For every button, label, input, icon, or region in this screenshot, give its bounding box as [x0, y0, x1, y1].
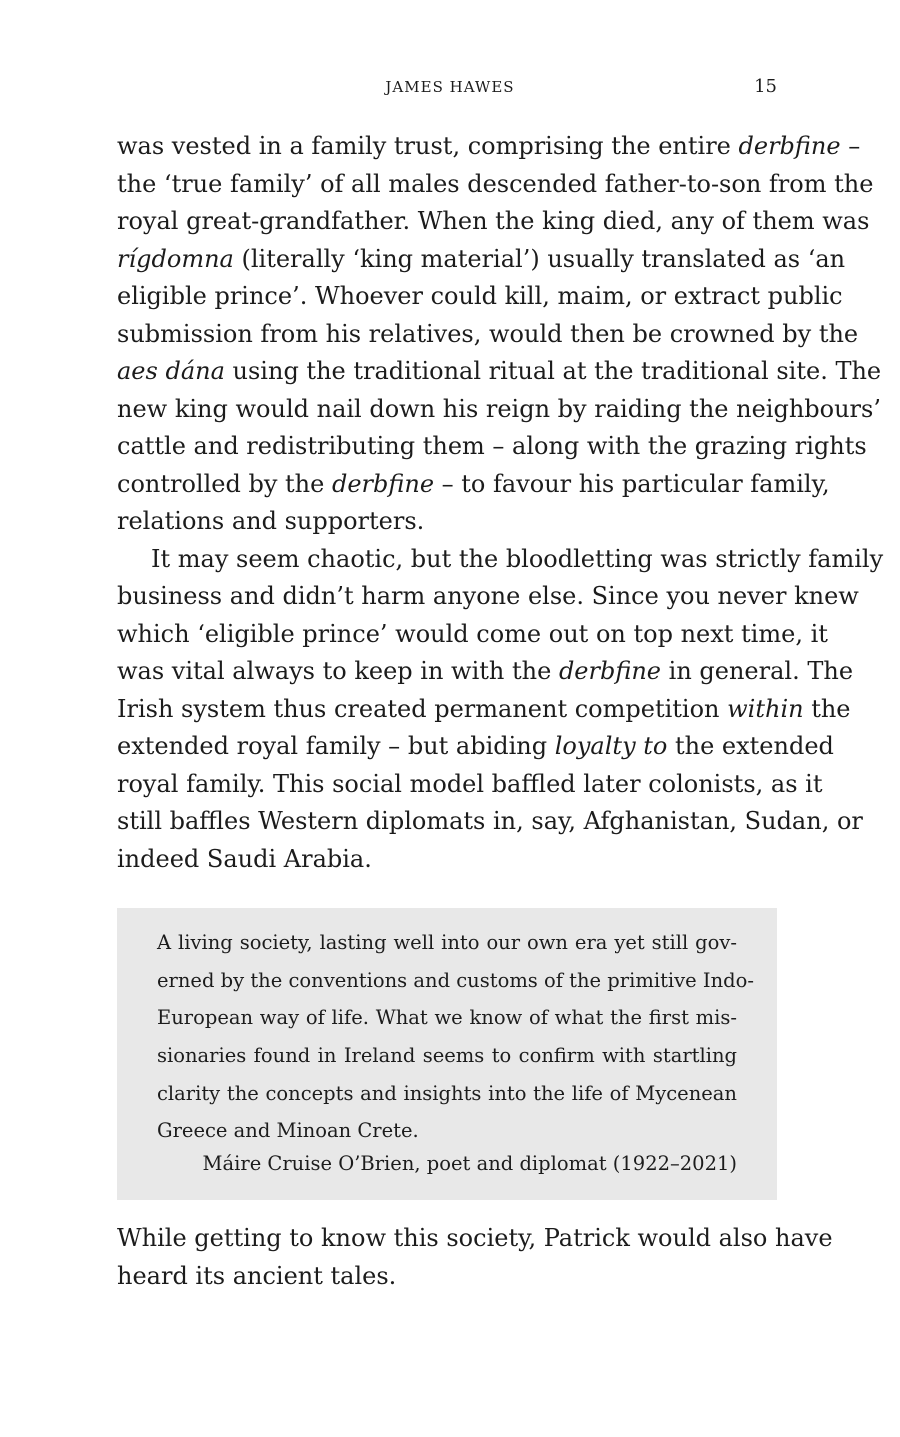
- text-run: relations and supporters.: [117, 507, 425, 535]
- text-run: which ‘eligible prince’ would come out on top next time, it: [117, 619, 828, 648]
- text-run: was vested in a family trust, comprising the entire: [117, 132, 739, 160]
- text-run: –: [840, 132, 861, 160]
- text-run: Irish system thus created permanent competition: [117, 694, 728, 723]
- text-line: [117, 466, 830, 504]
- quote-attribution: Máire Cruise O’Brien, poet and diplomat (1922–2021): [202, 1152, 737, 1175]
- quote-line: sionaries found in Ireland seems to confirm with startling: [157, 1044, 737, 1068]
- running-head: [0, 76, 900, 100]
- text-run: new king would nail down his reign by raiding the neighbours’: [117, 394, 881, 423]
- text-line: [117, 428, 867, 466]
- text-line: [117, 841, 777, 879]
- italic-term: derbfine: [558, 657, 662, 685]
- text-line: [117, 616, 828, 654]
- text-line: [117, 316, 859, 354]
- text-line: [117, 728, 834, 766]
- closing-paragraph: [117, 1220, 833, 1295]
- italic-term: aes dána: [117, 357, 225, 385]
- text-run: extended royal family – but abiding: [117, 732, 555, 760]
- italic-term: derbfine: [331, 469, 435, 498]
- text-run: – to favour his particular family,: [434, 469, 830, 498]
- text-line: [117, 391, 881, 429]
- text-line: [117, 353, 882, 391]
- text-line: [117, 653, 854, 691]
- text-run: royal family. This social model baffled later colonists, as it: [117, 769, 823, 798]
- text-line: [117, 241, 846, 279]
- block-quote: [117, 908, 777, 1200]
- quote-line: erned by the conventions and customs of the primitive Indo-: [157, 968, 754, 992]
- text-run: using the traditional ritual at the traditional site. The: [224, 357, 882, 385]
- text-run: the ‘true family’ of all males descended father-to-son from the: [117, 169, 874, 198]
- quote-text: [157, 924, 754, 1150]
- page-number: 15: [754, 76, 777, 97]
- italic-term: rígdomna: [117, 244, 234, 273]
- text-run: business and didn’t harm anyone else. Since you never knew: [117, 582, 859, 610]
- italic-term: within: [727, 694, 804, 723]
- text-line: While getting to know this society, Patrick would also have: [117, 1224, 833, 1252]
- text-run: cattle and redistributing them – along with the grazing rights: [117, 432, 867, 460]
- text-run: was vital always to keep in with the: [117, 657, 559, 685]
- text-run: indeed Saudi Arabia.: [117, 844, 372, 873]
- text-run: the extended: [667, 732, 834, 760]
- running-head-author: JAMES HAWES: [385, 78, 515, 96]
- text-line: [117, 203, 870, 241]
- italic-term: derbfine: [738, 132, 841, 160]
- italic-term: loyalty to: [554, 732, 668, 760]
- text-run: in general. The: [661, 657, 854, 685]
- quote-line: Greece and Minoan Crete.: [157, 1119, 419, 1143]
- text-run: submission from his relatives, would then be crowned by the: [117, 319, 859, 348]
- quote-line: A living society, lasting well into our own era yet still gov-: [157, 931, 737, 954]
- text-line: [117, 503, 777, 541]
- text-run: (literally ‘king material’) usually translated as ‘an: [233, 244, 846, 273]
- text-run: still baffles Western diplomats in, say, Afghanistan, Sudan, or: [117, 807, 863, 835]
- text-run: the: [803, 694, 851, 723]
- text-line: [117, 166, 874, 204]
- quote-line: European way of life. What we know of what the first mis-: [157, 1006, 737, 1030]
- text-line: [117, 128, 861, 166]
- text-line: [117, 766, 823, 804]
- text-line: [117, 578, 859, 616]
- text-line: [117, 691, 851, 729]
- text-run: It may seem chaotic, but the bloodletting was strictly family: [151, 544, 884, 573]
- text-line: [117, 803, 863, 841]
- text-run: royal great-grandfather. When the king died, any of them was: [117, 207, 870, 235]
- text-run: eligible prince’. Whoever could kill, maim, or extract public: [117, 282, 843, 310]
- text-line: [117, 541, 884, 579]
- text-line: heard its ancient tales.: [117, 1261, 397, 1290]
- text-line: [117, 278, 843, 316]
- quote-line: clarity the concepts and insights into the life of Mycenean: [157, 1081, 737, 1105]
- paragraph-2: [117, 541, 884, 879]
- main-text: [117, 128, 884, 878]
- text-run: controlled by the: [117, 469, 332, 498]
- paragraph-1: [117, 128, 882, 541]
